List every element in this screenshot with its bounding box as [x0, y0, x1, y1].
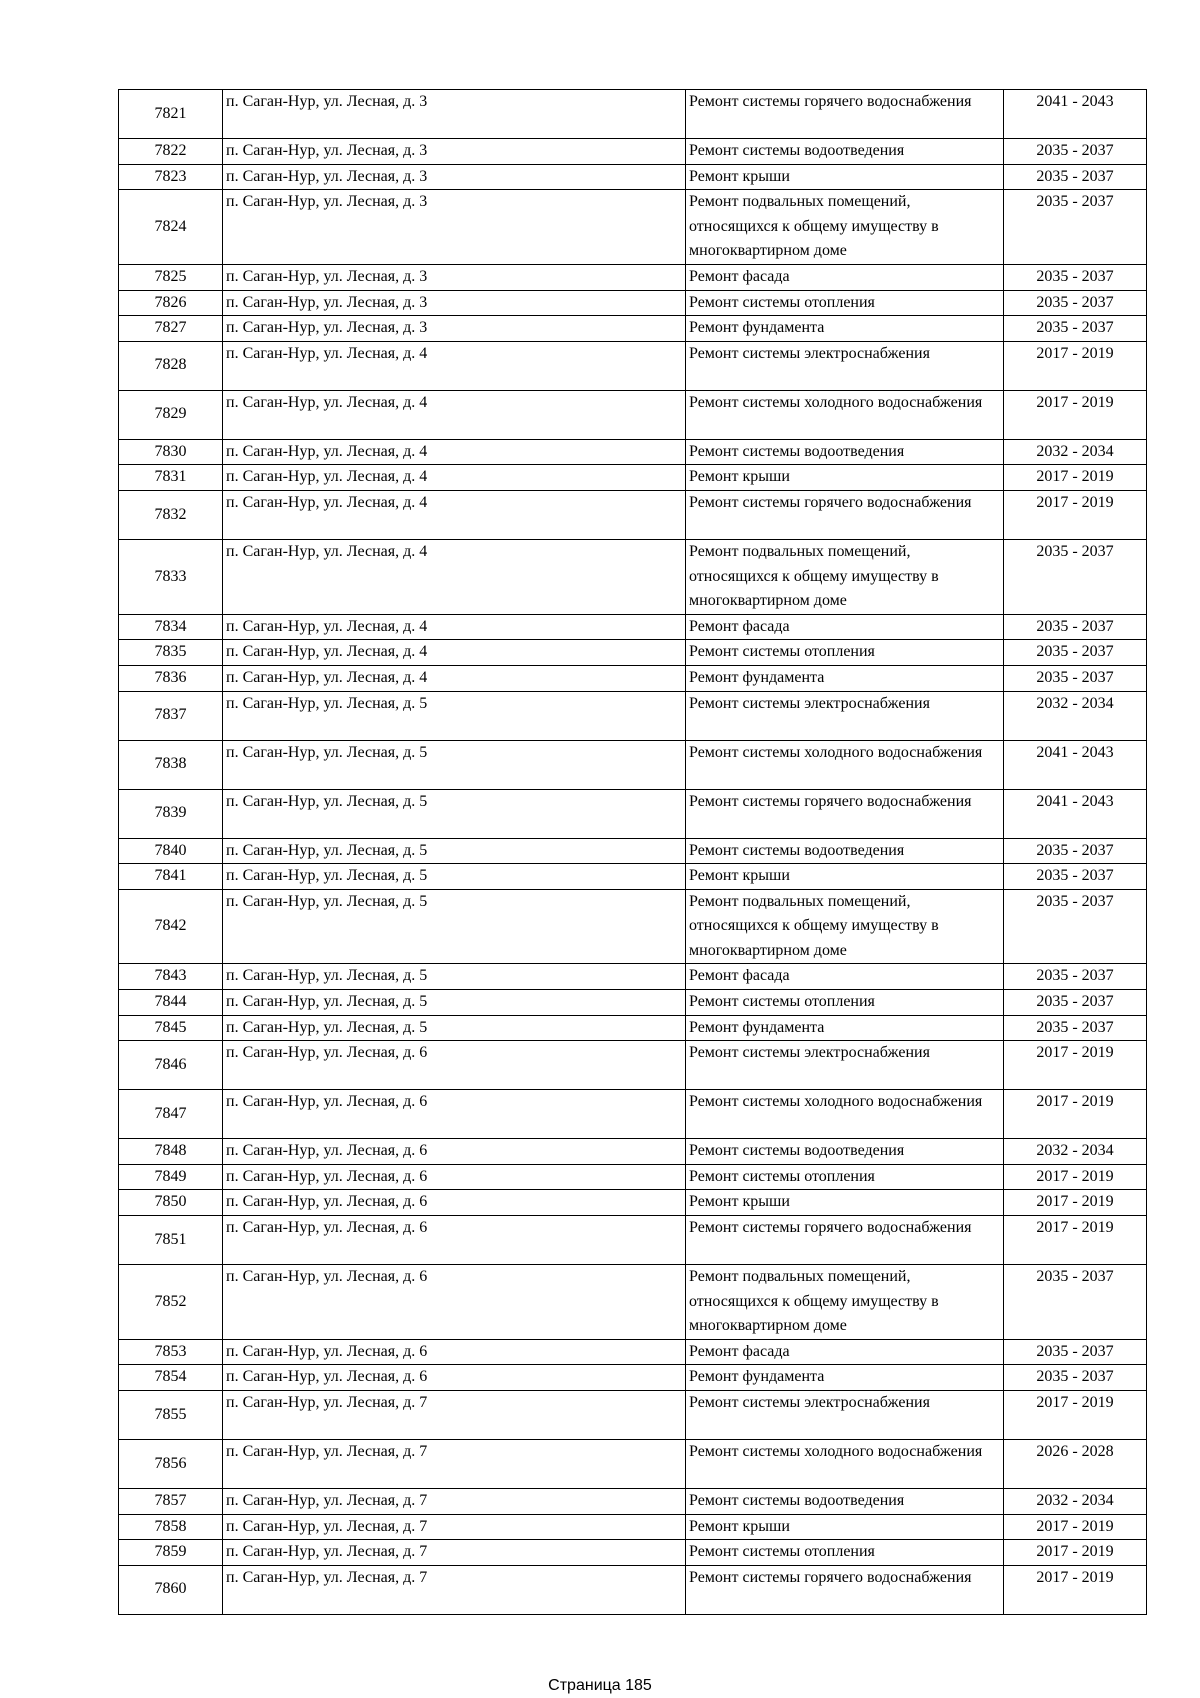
address-cell: п. Саган-Нур, ул. Лесная, д. 6 — [223, 1041, 686, 1090]
row-number: 7823 — [119, 164, 223, 190]
row-number: 7859 — [119, 1540, 223, 1566]
address-cell: п. Саган-Нур, ул. Лесная, д. 7 — [223, 1440, 686, 1489]
address-cell: п. Саган-Нур, ул. Лесная, д. 6 — [223, 1090, 686, 1139]
row-number: 7828 — [119, 341, 223, 390]
row-number: 7848 — [119, 1139, 223, 1165]
table-row — [119, 316, 1147, 342]
table-row — [119, 1265, 1147, 1340]
period-cell: 2041 - 2043 — [1004, 789, 1147, 838]
address-cell: п. Саган-Нур, ул. Лесная, д. 5 — [223, 740, 686, 789]
table-row — [119, 190, 1147, 265]
work-type-cell: Ремонт крыши — [686, 465, 1004, 491]
work-type-cell: Ремонт системы холодного водоснабжения — [686, 1440, 1004, 1489]
work-type-cell: Ремонт системы электроснабжения — [686, 341, 1004, 390]
table-row — [119, 1514, 1147, 1540]
row-number: 7831 — [119, 465, 223, 491]
period-cell: 2041 - 2043 — [1004, 740, 1147, 789]
period-cell: 2035 - 2037 — [1004, 889, 1147, 964]
period-cell: 2035 - 2037 — [1004, 640, 1147, 666]
row-number: 7850 — [119, 1190, 223, 1216]
period-cell: 2017 - 2019 — [1004, 1540, 1147, 1566]
row-number: 7858 — [119, 1514, 223, 1540]
work-type-cell: Ремонт системы водоотведения — [686, 838, 1004, 864]
work-type-cell: Ремонт системы холодного водоснабжения — [686, 740, 1004, 789]
table-row — [119, 990, 1147, 1016]
address-cell: п. Саган-Нур, ул. Лесная, д. 3 — [223, 316, 686, 342]
work-type-cell: Ремонт системы холодного водоснабжения — [686, 390, 1004, 439]
table-row — [119, 490, 1147, 539]
row-number: 7830 — [119, 439, 223, 465]
row-number: 7843 — [119, 964, 223, 990]
work-type-cell: Ремонт системы горячего водоснабжения — [686, 1216, 1004, 1265]
works-table-body — [119, 90, 1147, 1615]
row-number: 7857 — [119, 1489, 223, 1515]
work-type-cell: Ремонт системы водоотведения — [686, 439, 1004, 465]
table-row — [119, 665, 1147, 691]
address-cell: п. Саган-Нур, ул. Лесная, д. 7 — [223, 1489, 686, 1515]
address-cell: п. Саган-Нур, ул. Лесная, д. 5 — [223, 964, 686, 990]
table-row — [119, 640, 1147, 666]
row-number: 7853 — [119, 1339, 223, 1365]
period-cell: 2017 - 2019 — [1004, 1190, 1147, 1216]
row-number: 7838 — [119, 740, 223, 789]
table-row — [119, 691, 1147, 740]
address-cell: п. Саган-Нур, ул. Лесная, д. 3 — [223, 190, 686, 265]
period-cell: 2035 - 2037 — [1004, 316, 1147, 342]
address-cell: п. Саган-Нур, ул. Лесная, д. 6 — [223, 1365, 686, 1391]
work-type-cell: Ремонт системы горячего водоснабжения — [686, 1565, 1004, 1614]
address-cell: п. Саган-Нур, ул. Лесная, д. 6 — [223, 1190, 686, 1216]
work-type-cell: Ремонт системы водоотведения — [686, 1139, 1004, 1165]
address-cell: п. Саган-Нур, ул. Лесная, д. 5 — [223, 789, 686, 838]
row-number: 7839 — [119, 789, 223, 838]
address-cell: п. Саган-Нур, ул. Лесная, д. 6 — [223, 1216, 686, 1265]
period-cell: 2032 - 2034 — [1004, 1489, 1147, 1515]
row-number: 7826 — [119, 290, 223, 316]
table-row — [119, 889, 1147, 964]
address-cell: п. Саган-Нур, ул. Лесная, д. 4 — [223, 439, 686, 465]
period-cell: 2017 - 2019 — [1004, 1041, 1147, 1090]
row-number: 7852 — [119, 1265, 223, 1340]
address-cell: п. Саган-Нур, ул. Лесная, д. 7 — [223, 1514, 686, 1540]
table-row — [119, 264, 1147, 290]
work-type-cell: Ремонт системы отопления — [686, 1164, 1004, 1190]
address-cell: п. Саган-Нур, ул. Лесная, д. 5 — [223, 990, 686, 1016]
work-type-cell: Ремонт системы электроснабжения — [686, 1041, 1004, 1090]
work-type-cell: Ремонт подвальных помещений, относящихся к общему имуществу в многоквартирном доме — [686, 539, 1004, 614]
period-cell: 2035 - 2037 — [1004, 1015, 1147, 1041]
work-type-cell: Ремонт подвальных помещений, относящихся к общему имуществу в многоквартирном доме — [686, 190, 1004, 265]
period-cell: 2035 - 2037 — [1004, 264, 1147, 290]
address-cell: п. Саган-Нур, ул. Лесная, д. 4 — [223, 465, 686, 491]
work-type-cell: Ремонт крыши — [686, 1190, 1004, 1216]
row-number: 7847 — [119, 1090, 223, 1139]
period-cell: 2017 - 2019 — [1004, 390, 1147, 439]
work-type-cell: Ремонт системы отопления — [686, 1540, 1004, 1566]
period-cell: 2035 - 2037 — [1004, 614, 1147, 640]
table-row — [119, 1041, 1147, 1090]
period-cell: 2035 - 2037 — [1004, 290, 1147, 316]
table-row — [119, 1015, 1147, 1041]
works-table — [118, 89, 1147, 1615]
address-cell: п. Саган-Нур, ул. Лесная, д. 5 — [223, 1015, 686, 1041]
row-number: 7834 — [119, 614, 223, 640]
address-cell: п. Саган-Нур, ул. Лесная, д. 7 — [223, 1565, 686, 1614]
work-type-cell: Ремонт фасада — [686, 264, 1004, 290]
row-number: 7822 — [119, 139, 223, 165]
table-row — [119, 1190, 1147, 1216]
period-cell: 2035 - 2037 — [1004, 539, 1147, 614]
address-cell: п. Саган-Нур, ул. Лесная, д. 4 — [223, 614, 686, 640]
work-type-cell: Ремонт крыши — [686, 864, 1004, 890]
table-row — [119, 439, 1147, 465]
work-type-cell: Ремонт системы электроснабжения — [686, 1391, 1004, 1440]
row-number: 7833 — [119, 539, 223, 614]
period-cell: 2035 - 2037 — [1004, 1265, 1147, 1340]
period-cell: 2017 - 2019 — [1004, 341, 1147, 390]
period-cell: 2017 - 2019 — [1004, 1565, 1147, 1614]
row-number: 7837 — [119, 691, 223, 740]
work-type-cell: Ремонт фасада — [686, 1339, 1004, 1365]
address-cell: п. Саган-Нур, ул. Лесная, д. 7 — [223, 1540, 686, 1566]
address-cell: п. Саган-Нур, ул. Лесная, д. 6 — [223, 1139, 686, 1165]
row-number: 7827 — [119, 316, 223, 342]
row-number: 7855 — [119, 1391, 223, 1440]
period-cell: 2035 - 2037 — [1004, 190, 1147, 265]
period-cell: 2035 - 2037 — [1004, 139, 1147, 165]
work-type-cell: Ремонт фундамента — [686, 316, 1004, 342]
row-number: 7846 — [119, 1041, 223, 1090]
address-cell: п. Саган-Нур, ул. Лесная, д. 4 — [223, 390, 686, 439]
address-cell: п. Саган-Нур, ул. Лесная, д. 3 — [223, 90, 686, 139]
address-cell: п. Саган-Нур, ул. Лесная, д. 6 — [223, 1164, 686, 1190]
table-row — [119, 789, 1147, 838]
work-type-cell: Ремонт фасада — [686, 614, 1004, 640]
period-cell: 2017 - 2019 — [1004, 465, 1147, 491]
table-row — [119, 1440, 1147, 1489]
table-row — [119, 1540, 1147, 1566]
table-row — [119, 1565, 1147, 1614]
period-cell: 2041 - 2043 — [1004, 90, 1147, 139]
table-row — [119, 90, 1147, 139]
row-number: 7832 — [119, 490, 223, 539]
period-cell: 2035 - 2037 — [1004, 990, 1147, 1016]
period-cell: 2026 - 2028 — [1004, 1440, 1147, 1489]
period-cell: 2017 - 2019 — [1004, 1216, 1147, 1265]
row-number: 7849 — [119, 1164, 223, 1190]
address-cell: п. Саган-Нур, ул. Лесная, д. 6 — [223, 1339, 686, 1365]
address-cell: п. Саган-Нур, ул. Лесная, д. 4 — [223, 490, 686, 539]
work-type-cell: Ремонт системы холодного водоснабжения — [686, 1090, 1004, 1139]
row-number: 7845 — [119, 1015, 223, 1041]
address-cell: п. Саган-Нур, ул. Лесная, д. 4 — [223, 341, 686, 390]
address-cell: п. Саган-Нур, ул. Лесная, д. 5 — [223, 864, 686, 890]
address-cell: п. Саган-Нур, ул. Лесная, д. 5 — [223, 691, 686, 740]
table-row — [119, 1164, 1147, 1190]
work-type-cell: Ремонт системы горячего водоснабжения — [686, 90, 1004, 139]
address-cell: п. Саган-Нур, ул. Лесная, д. 4 — [223, 539, 686, 614]
address-cell: п. Саган-Нур, ул. Лесная, д. 7 — [223, 1391, 686, 1440]
work-type-cell: Ремонт системы горячего водоснабжения — [686, 490, 1004, 539]
work-type-cell: Ремонт системы водоотведения — [686, 139, 1004, 165]
table-row — [119, 1090, 1147, 1139]
period-cell: 2017 - 2019 — [1004, 490, 1147, 539]
work-type-cell: Ремонт фасада — [686, 964, 1004, 990]
table-row — [119, 1391, 1147, 1440]
work-type-cell: Ремонт системы отопления — [686, 290, 1004, 316]
address-cell: п. Саган-Нур, ул. Лесная, д. 6 — [223, 1265, 686, 1340]
period-cell: 2032 - 2034 — [1004, 1139, 1147, 1165]
table-row — [119, 1339, 1147, 1365]
row-number: 7835 — [119, 640, 223, 666]
table-row — [119, 465, 1147, 491]
row-number: 7841 — [119, 864, 223, 890]
address-cell: п. Саган-Нур, ул. Лесная, д. 4 — [223, 665, 686, 691]
row-number: 7856 — [119, 1440, 223, 1489]
table-row — [119, 390, 1147, 439]
period-cell: 2035 - 2037 — [1004, 1365, 1147, 1391]
table-row — [119, 1365, 1147, 1391]
work-type-cell: Ремонт крыши — [686, 1514, 1004, 1540]
row-number: 7836 — [119, 665, 223, 691]
work-type-cell: Ремонт фундамента — [686, 1015, 1004, 1041]
address-cell: п. Саган-Нур, ул. Лесная, д. 3 — [223, 290, 686, 316]
period-cell: 2032 - 2034 — [1004, 691, 1147, 740]
address-cell: п. Саган-Нур, ул. Лесная, д. 5 — [223, 838, 686, 864]
table-row — [119, 290, 1147, 316]
table-row — [119, 864, 1147, 890]
row-number: 7854 — [119, 1365, 223, 1391]
table-row — [119, 139, 1147, 165]
work-type-cell: Ремонт подвальных помещений, относящихся к общему имуществу в многоквартирном доме — [686, 889, 1004, 964]
period-cell: 2035 - 2037 — [1004, 838, 1147, 864]
period-cell: 2032 - 2034 — [1004, 439, 1147, 465]
period-cell: 2035 - 2037 — [1004, 164, 1147, 190]
row-number: 7824 — [119, 190, 223, 265]
row-number: 7821 — [119, 90, 223, 139]
address-cell: п. Саган-Нур, ул. Лесная, д. 4 — [223, 640, 686, 666]
period-cell: 2035 - 2037 — [1004, 864, 1147, 890]
table-row — [119, 539, 1147, 614]
work-type-cell: Ремонт системы отопления — [686, 990, 1004, 1016]
address-cell: п. Саган-Нур, ул. Лесная, д. 3 — [223, 264, 686, 290]
period-cell: 2035 - 2037 — [1004, 1339, 1147, 1365]
table-row — [119, 1139, 1147, 1165]
table-row — [119, 740, 1147, 789]
table-row — [119, 1216, 1147, 1265]
page-number: Страница 185 — [548, 1677, 652, 1694]
table-row — [119, 838, 1147, 864]
period-cell: 2035 - 2037 — [1004, 964, 1147, 990]
row-number: 7840 — [119, 838, 223, 864]
work-type-cell: Ремонт фундамента — [686, 1365, 1004, 1391]
row-number: 7844 — [119, 990, 223, 1016]
period-cell: 2017 - 2019 — [1004, 1090, 1147, 1139]
address-cell: п. Саган-Нур, ул. Лесная, д. 3 — [223, 139, 686, 165]
work-type-cell: Ремонт системы отопления — [686, 640, 1004, 666]
work-type-cell: Ремонт фундамента — [686, 665, 1004, 691]
work-type-cell: Ремонт системы водоотведения — [686, 1489, 1004, 1515]
table-row — [119, 164, 1147, 190]
period-cell: 2017 - 2019 — [1004, 1164, 1147, 1190]
period-cell: 2017 - 2019 — [1004, 1391, 1147, 1440]
row-number: 7825 — [119, 264, 223, 290]
address-cell: п. Саган-Нур, ул. Лесная, д. 3 — [223, 164, 686, 190]
period-cell: 2035 - 2037 — [1004, 665, 1147, 691]
work-type-cell: Ремонт подвальных помещений, относящихся к общему имуществу в многоквартирном доме — [686, 1265, 1004, 1340]
row-number: 7842 — [119, 889, 223, 964]
table-row — [119, 614, 1147, 640]
period-cell: 2017 - 2019 — [1004, 1514, 1147, 1540]
work-type-cell: Ремонт системы электроснабжения — [686, 691, 1004, 740]
table-row — [119, 341, 1147, 390]
work-type-cell: Ремонт крыши — [686, 164, 1004, 190]
row-number: 7860 — [119, 1565, 223, 1614]
address-cell: п. Саган-Нур, ул. Лесная, д. 5 — [223, 889, 686, 964]
row-number: 7851 — [119, 1216, 223, 1265]
row-number: 7829 — [119, 390, 223, 439]
table-row — [119, 964, 1147, 990]
work-type-cell: Ремонт системы горячего водоснабжения — [686, 789, 1004, 838]
table-row — [119, 1489, 1147, 1515]
